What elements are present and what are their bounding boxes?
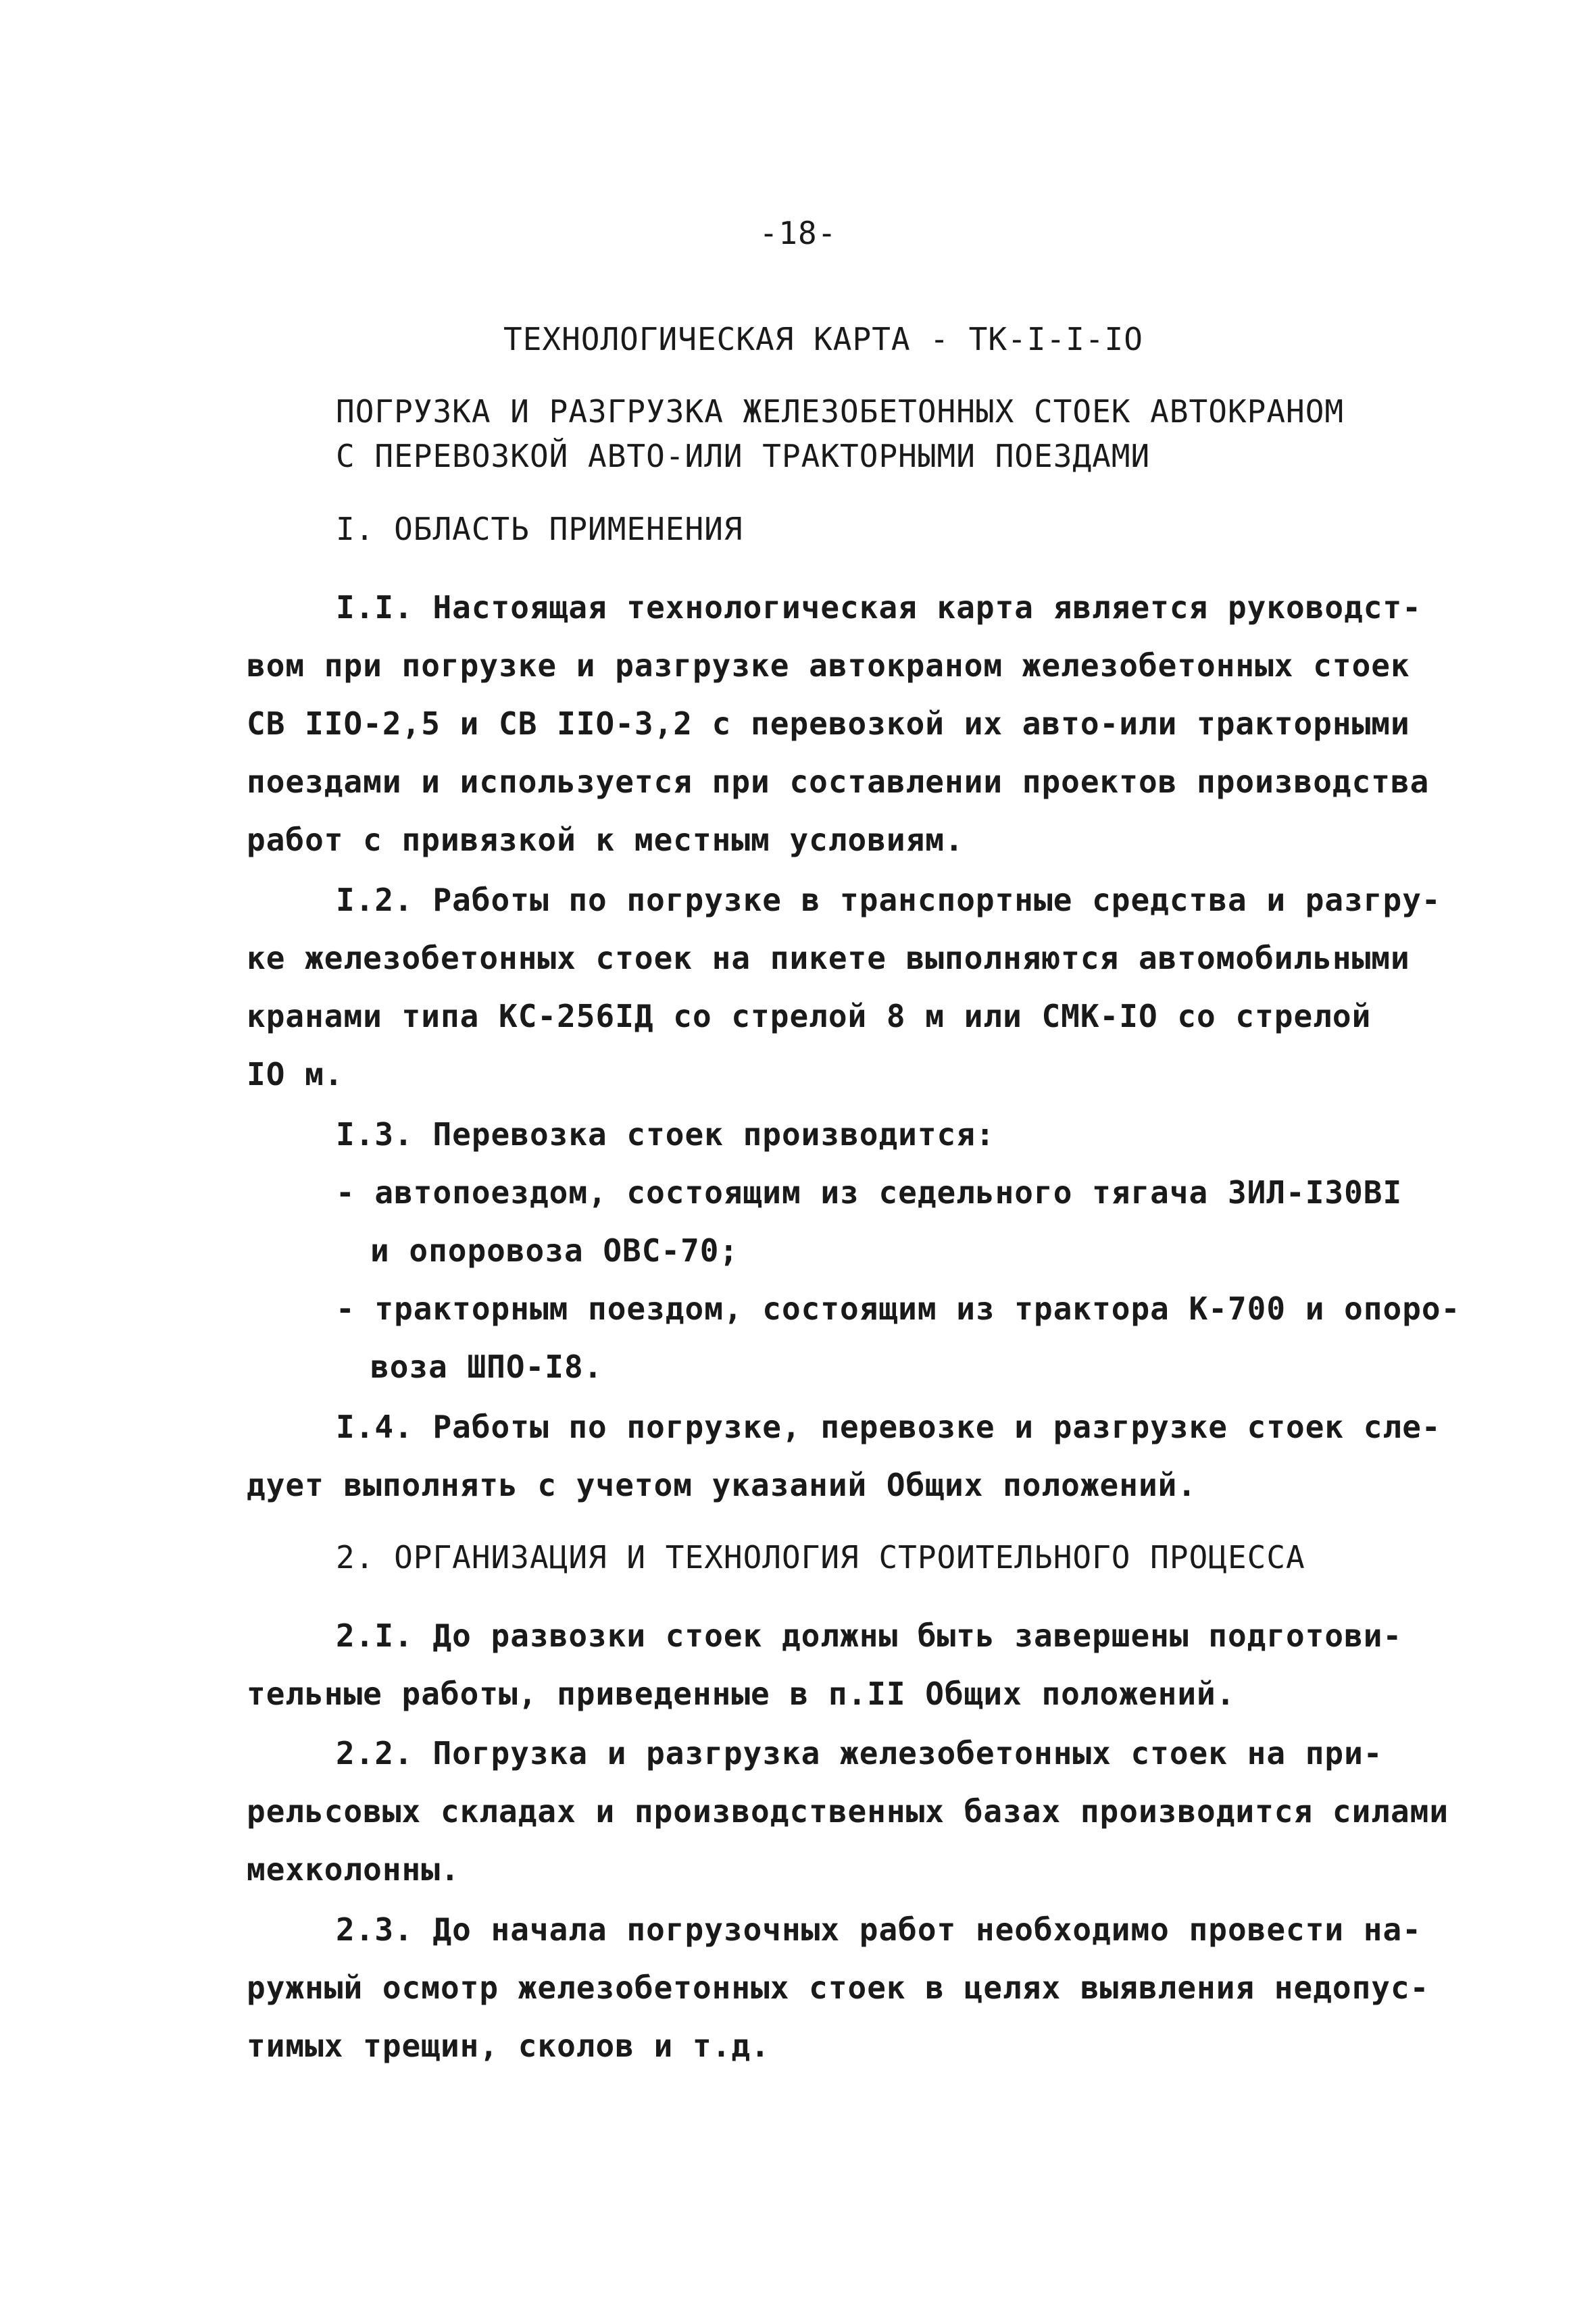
paragraph-line: мехколонны.	[247, 1851, 460, 1888]
paragraph-line: вом при погрузке и разгрузке автокраном железобетонных стоек	[247, 647, 1410, 684]
paragraph-line: ружный осмотр железобетонных стоек в целях выявления недопус-	[247, 1969, 1430, 2006]
paragraph-line: работ с привязкой к местным условиям.	[247, 822, 964, 858]
document-subtitle-line-2: С ПЕРЕВОЗКОЙ АВТО-ИЛИ ТРАКТОРНЫМИ ПОЕЗДАМИ	[336, 438, 1151, 474]
document-subtitle-line-1: ПОГРУЗКА И РАЗГРУЗКА ЖЕЛЕЗОБЕТОННЫХ СТОЕК АВТОКРАНОМ	[336, 393, 1345, 430]
paragraph-line: дует выполнять с учетом указаний Общих положений.	[247, 1467, 1197, 1503]
paragraph-line: рельсовых складах и производственных базах производится силами	[247, 1793, 1449, 1830]
section-1-heading: I. ОБЛАСТЬ ПРИМЕНЕНИЯ	[336, 511, 743, 547]
paragraph-line: СВ IIO-2,5 и СВ IIO-3,2 с перевозкой их авто-или тракторными	[247, 705, 1410, 742]
paragraph-line: 2.I. До развозки стоек должны быть завершены подготови-	[336, 1617, 1403, 1654]
paragraph-line: IO м.	[247, 1056, 344, 1092]
section-2-heading: 2. ОРГАНИЗАЦИЯ И ТЕХНОЛОГИЯ СТРОИТЕЛЬНОГО ПРОЦЕССА	[336, 1539, 1305, 1576]
list-item-continuation: воза ШПО-I8.	[370, 1349, 603, 1385]
list-item-continuation: и опоровоза ОВС-70;	[370, 1232, 739, 1269]
list-item: - автопоездом, состоящим из седельного тягача ЗИЛ-I30ВI	[336, 1174, 1403, 1211]
paragraph-line: тимых трещин, сколов и т.д.	[247, 2028, 770, 2064]
paragraph-line: кранами типа КС-256IД со стрелой 8 м или СМК-IO со стрелой	[247, 998, 1372, 1034]
paragraph-line: I.I. Настоящая технологическая карта является руководст-	[336, 589, 1422, 626]
paragraph-line: поездами и используется при составлении проектов производства	[247, 763, 1430, 800]
list-item: - тракторным поездом, состоящим из трактора К-700 и опоро-	[336, 1290, 1461, 1327]
paragraph-line: 2.3. До начала погрузочных работ необходимо провести на-	[336, 1911, 1422, 1948]
paragraph-line: I.2. Работы по погрузке в транспортные средства и разгру-	[336, 882, 1441, 918]
paragraph-line: I.4. Работы по погрузке, перевозке и разгрузке стоек сле-	[336, 1409, 1441, 1445]
document-title: ТЕХНОЛОГИЧЕСКАЯ КАРТА - ТК-I-I-IO	[503, 321, 1143, 357]
paragraph-line: 2.2. Погрузка и разгрузка железобетонных стоек на при-	[336, 1735, 1383, 1771]
page-number: -18-	[759, 215, 837, 251]
paragraph-line: I.3. Перевозка стоек производится:	[336, 1116, 995, 1153]
paragraph-line: тельные работы, приведенные в п.II Общих положений.	[247, 1676, 1236, 1712]
paragraph-line: ке железобетонных стоек на пикете выполняются автомобильными	[247, 940, 1410, 976]
